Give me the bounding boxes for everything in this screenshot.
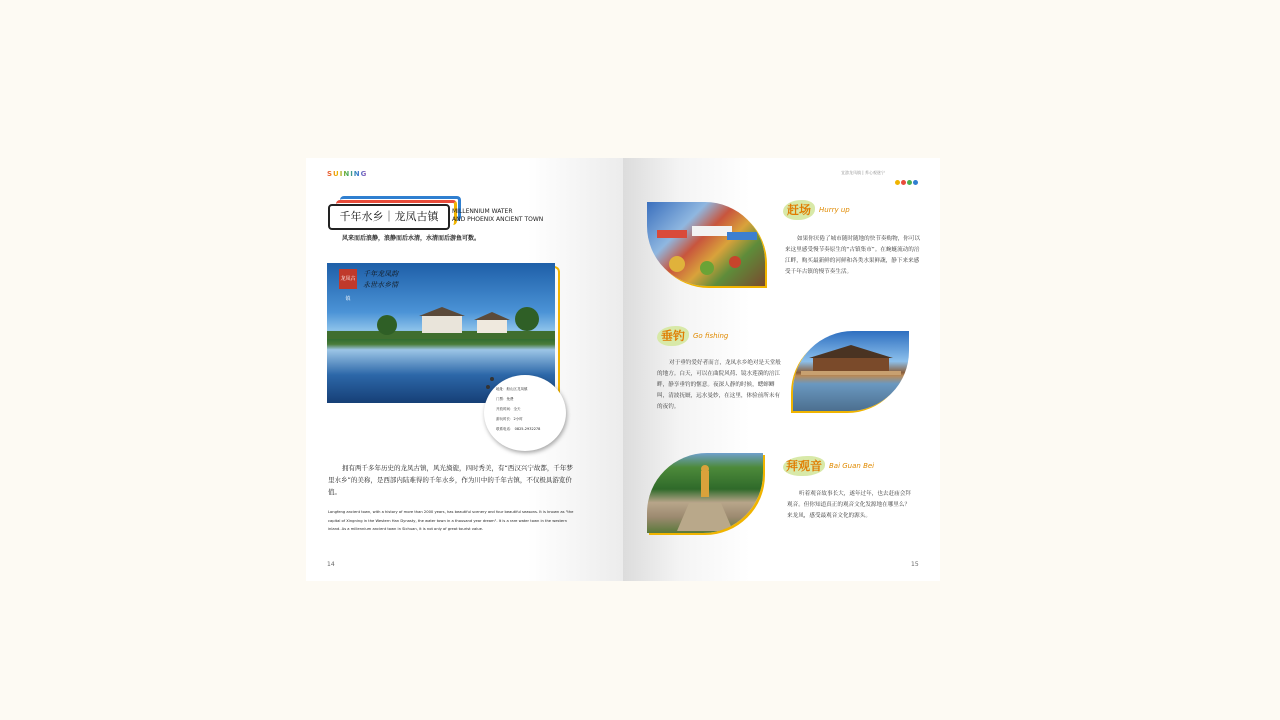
section-hurry-up-title: 赶场 <box>783 200 815 220</box>
section-guanyin-header <box>783 456 874 476</box>
calligraphy-line2: 永世水乡情 <box>363 281 398 289</box>
brand-logo <box>327 170 367 178</box>
title-en-line2: AND PHOENIX ANCIENT TOWN <box>452 216 544 223</box>
market-photo <box>647 202 765 286</box>
section-fishing-title-en: Go fishing <box>693 332 729 340</box>
body-text-en: Longfeng ancient town, with a history of more than 2000 years, has beautiful scenery and four beautiful seasons. It is known as "the capital of Xingning in the Western Han Dynasty, the water town in a thousand year dream". It is a rare water town in the western inland. As a millennium ancient town in Sichuan, it is not only of great tourist value. <box>328 510 574 531</box>
section-fishing-text: 对于垂钓爱好者而言，龙凤水乡绝对是天堂般的地方。白天，可以在曲院风荷、镜水莲漪的涪江畔，静享垂钓的惬意。夜深人静的时候，蟋蟀鲫叫，清波抚厩，远水曼妙，在这里，体验前所未有的夜钓。 <box>657 360 781 410</box>
guanyin-photo <box>647 453 763 533</box>
header-dot <box>913 180 918 185</box>
brand-text: SUINING <box>327 170 368 178</box>
info-card <box>484 375 566 451</box>
section-hurry-up-text: 如果你厌倦了城市随时随地的快节奏购物，你可以来这里感受慢节奏原生的“古镇集市”。在蜿蜒流动的涪江畔，购买最新鲜的河鲜和各类水果鲜蔬，静下来来感受千年古镇的慢节奏生活。 <box>785 236 921 275</box>
section-fishing-header <box>657 326 728 346</box>
info-phone-label: 联系电话： <box>496 427 514 431</box>
section-fishing-title: 垂钓 <box>657 326 689 346</box>
section-guanyin-text: 听着观音故事长大，遂年过年，也去赶庙会拜观音。但你知道真正的观音文化发源地在哪里么？来龙凤，感受最观音文化的源头。 <box>787 491 911 519</box>
section-title-en <box>452 208 543 224</box>
section-guanyin-title: 拜观音 <box>783 456 825 476</box>
page-number-left: 14 <box>327 561 335 568</box>
market-scene <box>647 202 765 286</box>
section-hurry-up-header <box>783 200 850 220</box>
fishing-photo <box>793 331 909 411</box>
info-phone-number: 0825-2932278 <box>514 427 541 431</box>
title-en-line1: MILLENNIUM WATER <box>452 208 513 215</box>
info-phone <box>496 427 540 432</box>
header-tagline: 宜游龙凤镇 | 养心观遂宁 <box>841 170 885 175</box>
section-guanyin-title-en: Bai Guan Bei <box>829 462 875 470</box>
section-title: 千年水乡｜龙凤古镇 <box>328 204 450 230</box>
calligraphy-line1: 千年龙凤韵 <box>363 270 398 278</box>
header-dot <box>901 180 906 185</box>
section-hurry-up-title-en: Hurry up <box>819 206 850 214</box>
header-dot <box>907 180 912 185</box>
info-duration: 游玩时长：2小时 <box>496 417 523 421</box>
section-subtitle: 风来而后浪静，浪静而后水清，水清而后游鱼可数。 <box>342 235 481 242</box>
pier-scene <box>793 331 909 411</box>
info-ticket: 门票：免费 <box>496 397 514 401</box>
page-number-right: 15 <box>911 561 919 568</box>
info-hours: 开放时间：全天 <box>496 407 521 411</box>
header-color-dots <box>895 170 919 189</box>
info-address: 地址：船山区龙凤镇 <box>496 387 528 391</box>
seal-stamp: 龙凤古镇 <box>339 269 357 289</box>
right-page <box>623 158 940 581</box>
guanyin-scene <box>647 453 763 533</box>
body-text-cn: 拥有两千多年历史的龙凤古镇，风光旖旎，四时秀美，有“西汉兴宁故都，千年梦里水乡”的美称，是西部内陆难得的千年水乡，作为川中的千年古镇，不仅极具游览价值。 <box>328 464 573 496</box>
left-page <box>306 158 623 581</box>
header-dot <box>895 180 900 185</box>
